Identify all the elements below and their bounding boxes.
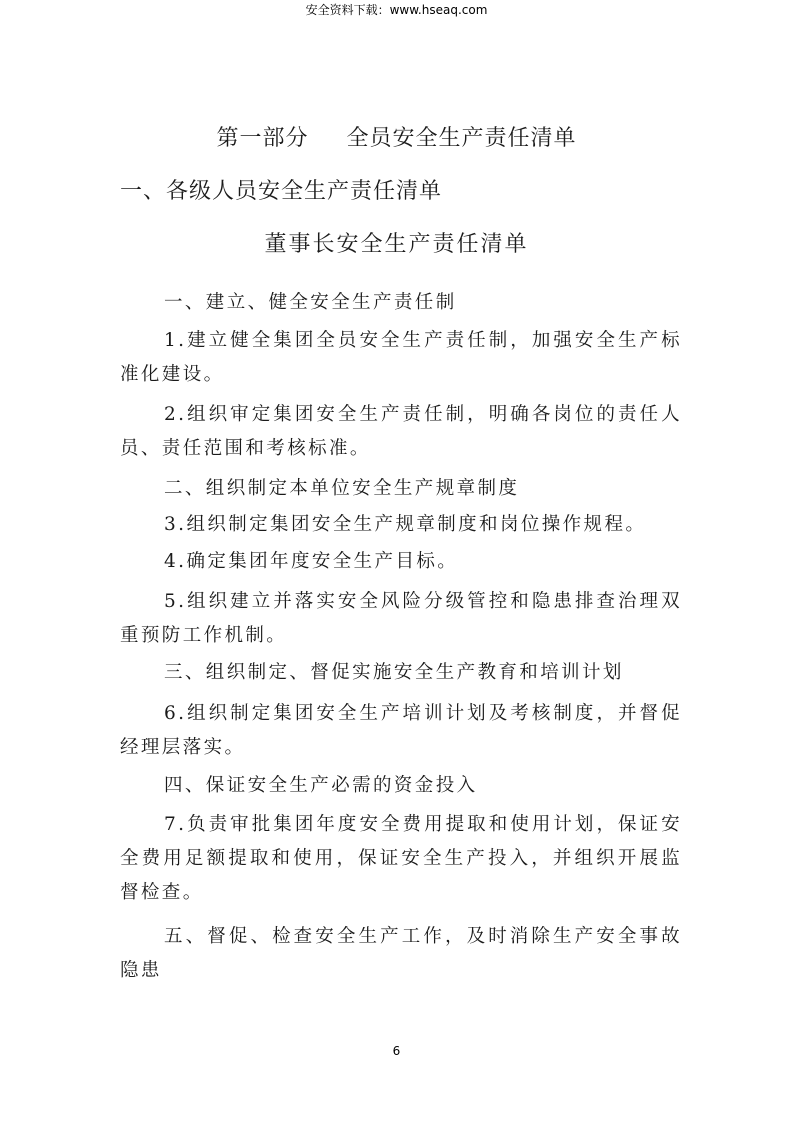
part-title [0,122,793,156]
page-number: 6 [392,1044,401,1058]
section-heading: 一、各级人员安全生产责任清单 [120,179,443,204]
part-name: 全员安全生产责任清单 [346,126,577,151]
header-source-text: 安全资料下载：www.hseaq.com [305,3,488,17]
part-label: 第一部分 [216,126,309,151]
paragraph-item-5: 5.组织建立并落实安全风险分级管控和隐患排查治理双重预防工作机制。 [120,591,682,646]
subheading-3: 三、组织制定、督促实施安全生产教育和培训计划 [164,662,624,683]
subheading-1: 一、建立、健全安全生产责任制 [164,292,457,313]
paragraph-item-6: 6.组织制定集团安全生产培训计划及考核制度，并督促经理层落实。 [120,703,682,758]
paragraph-item-2: 2.组织审定集团安全生产责任制，明确各岗位的责任人员、责任范围和考核标准。 [120,404,682,459]
paragraph-item-1: 1.建立健全集团全员安全生产责任制，加强安全生产标准化建设。 [120,330,682,385]
document-title: 董事长安全生产责任清单 [264,232,529,257]
paragraph-item-3: 3.组织制定集团安全生产规章制度和岗位操作规程。 [164,514,647,535]
paragraph-item-7: 7.负责审批集团年度安全费用提取和使用计划，保证安全费用足额提取和使用，保证安全生产投入，并组织开展监督检查。 [120,814,682,903]
subheading-4: 四、保证安全生产必需的资金投入 [164,775,478,796]
subheading-2: 二、组织制定本单位安全生产规章制度 [164,478,520,499]
subheading-5: 五、督促、检查安全生产工作，及时消除生产安全事故隐患 [120,926,682,981]
paragraph-item-4: 4.确定集团年度安全生产目标。 [164,551,459,572]
